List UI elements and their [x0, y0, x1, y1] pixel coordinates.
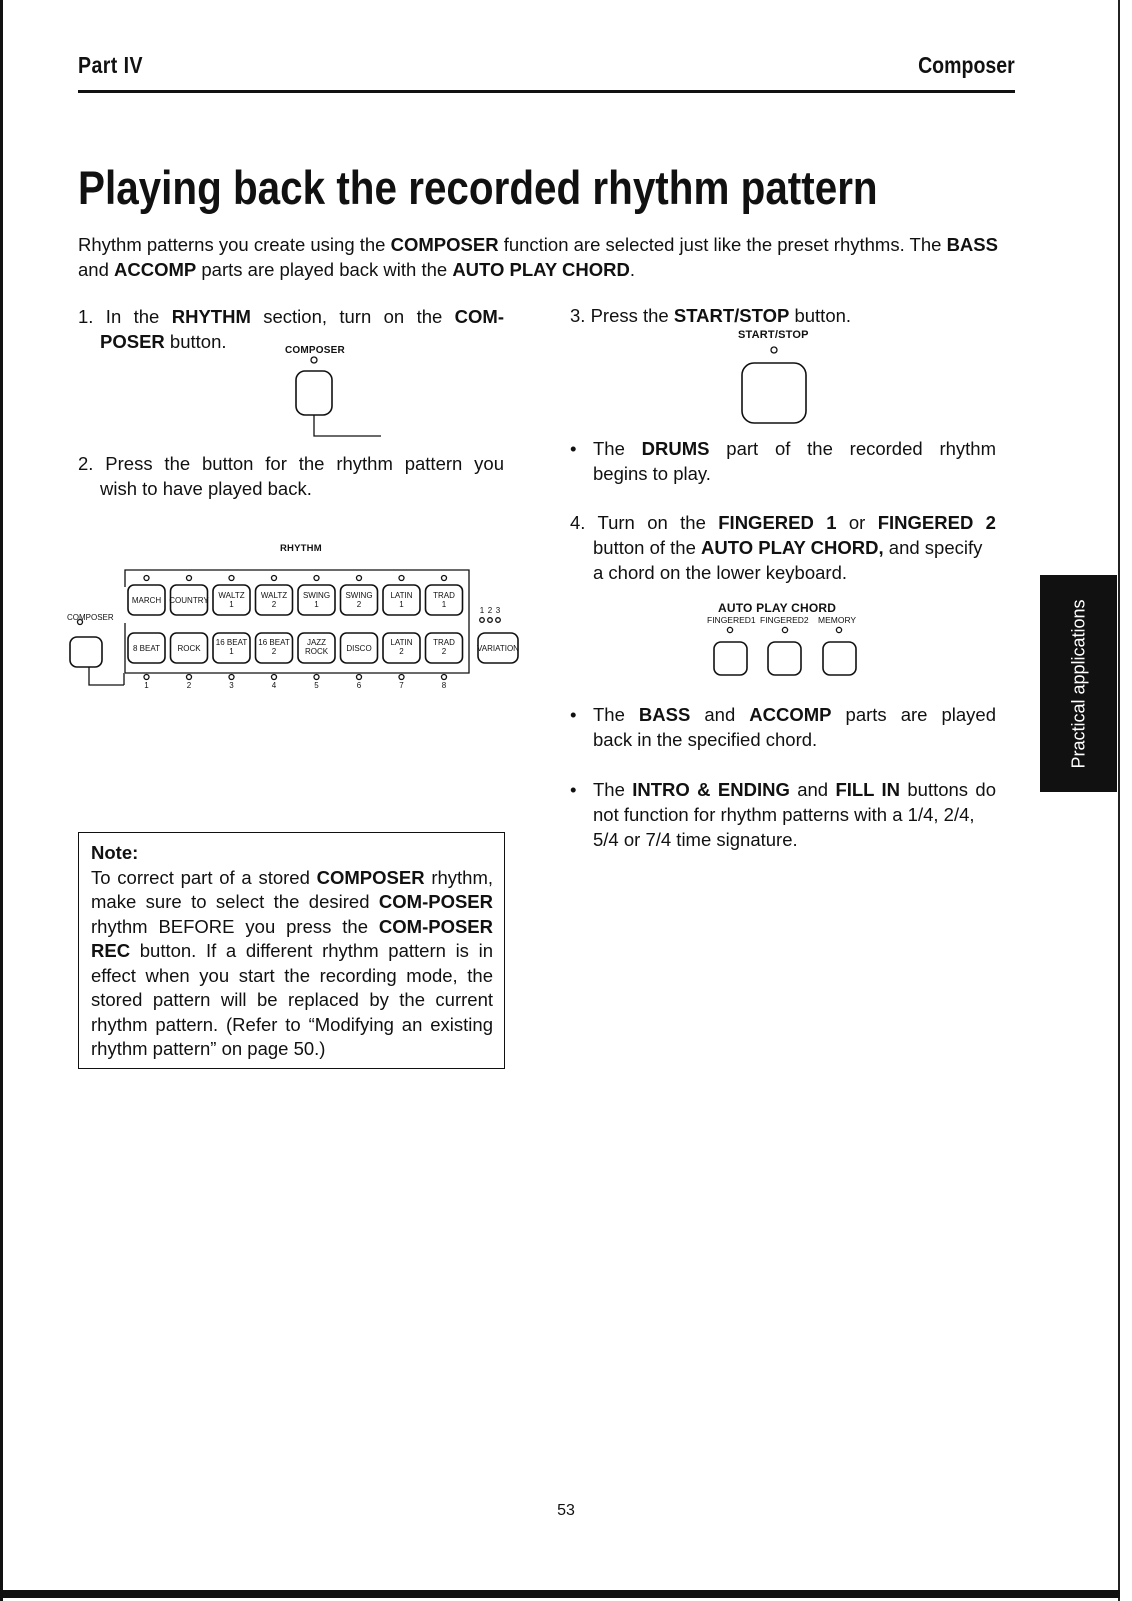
variation-number-1: 1 — [479, 606, 485, 615]
rhythm-bottom-led-4 — [272, 675, 277, 680]
rhythm-number-6: 6 — [356, 681, 362, 690]
rhythm-composer-callout — [89, 667, 124, 685]
rhythm-label-top-1: MARCH — [131, 596, 162, 605]
rhythm-top-led-5 — [314, 576, 319, 581]
auto-play-chord-diagram — [705, 622, 865, 682]
rhythm-number-2: 2 — [186, 681, 192, 690]
rhythm-top-led-8 — [442, 576, 447, 581]
rhythm-sublabel-bottom-3: 1 — [229, 647, 234, 656]
memory-label: MEMORY — [818, 615, 857, 625]
note-body: To correct part of a stored COMPOSER rhythm, make sure to select the desired COM-POSER rhythm BEFORE you press the COM-POSER REC button. If a different rhythm pattern is in effect when you start the recording mode, the stored pattern will be replaced by the current rhythm pattern. (Refer to “Modifying an existing rhythm pattern” on page 50.) — [91, 866, 493, 1059]
side-tab-label: Practical applications — [1068, 598, 1088, 769]
rhythm-panel-diagram — [60, 565, 530, 705]
rhythm-top-led-2 — [187, 576, 192, 581]
rhythm-label-bottom-1: 8 BEAT — [133, 644, 160, 653]
rhythm-label-bottom-5: JAZZ — [306, 638, 327, 647]
rhythm-top-led-6 — [357, 576, 362, 581]
header-part: Part IV — [78, 52, 143, 78]
bullet1-line2: begins to play. — [593, 463, 711, 484]
rhythm-number-7: 7 — [399, 681, 404, 690]
rhythm-label-top-5: SWING — [302, 591, 331, 600]
rhythm-label-bottom-4: 16 BEAT — [258, 638, 290, 647]
composer-button-label: COMPOSER — [285, 345, 345, 356]
fingered1-label: FINGERED1 — [707, 615, 756, 625]
bullet3-line3: 5/4 or 7/4 time signature. — [593, 829, 798, 850]
start-stop-diagram — [730, 343, 820, 433]
rhythm-bottom-led-5 — [314, 675, 319, 680]
rhythm-label-bottom-8: TRAD — [433, 638, 455, 647]
composer-callout-line — [314, 415, 381, 436]
note-box — [78, 832, 505, 1069]
rhythm-bottom-led-2 — [187, 675, 192, 680]
rhythm-number-3: 3 — [229, 681, 234, 690]
auto-play-chord-title: AUTO PLAY CHORD — [718, 601, 837, 615]
fingered2-led — [782, 627, 787, 632]
rhythm-panel-title: RHYTHM — [280, 543, 322, 554]
header-section: Composer — [918, 52, 1015, 78]
rhythm-sublabel-top-4: 2 — [271, 600, 277, 609]
bullet1-line1: The DRUMS part of the recorded rhythm — [593, 438, 996, 459]
page-frame-bottom — [0, 1590, 1120, 1598]
rhythm-top-led-3 — [229, 576, 234, 581]
start-stop-label: START/STOP — [738, 329, 809, 341]
memory-button[interactable] — [823, 642, 856, 675]
composer-indicator-led — [311, 357, 317, 363]
page-title: Playing back the recorded rhythm pattern — [78, 161, 878, 214]
step3-line: 3. Press the START/STOP button. — [570, 305, 852, 326]
rhythm-label-top-3: WALTZ — [218, 591, 245, 600]
rhythm-number-8: 8 — [441, 681, 447, 690]
composer-button-diagram — [280, 355, 390, 445]
rhythm-number-4: 4 — [271, 681, 277, 690]
fingered1-button[interactable] — [714, 642, 747, 675]
rhythm-top-led-7 — [399, 576, 404, 581]
note-heading: Note: — [91, 842, 139, 863]
rhythm-label-top-2: COUNTRY — [169, 596, 209, 605]
variation-led-2 — [488, 618, 493, 623]
bullet2-dot: • — [570, 704, 577, 725]
fingered2-label: FINGERED2 — [760, 615, 809, 625]
rhythm-sublabel-top-7: 1 — [399, 600, 404, 609]
rhythm-bottom-led-1 — [144, 675, 149, 680]
rhythm-bottom-led-8 — [442, 675, 447, 680]
rhythm-sublabel-top-5: 1 — [314, 600, 319, 609]
bullet3-line1: The INTRO & ENDING and FILL IN buttons do — [593, 779, 996, 800]
rhythm-label-top-8: TRAD — [433, 591, 455, 600]
step4-line3: a chord on the lower keyboard. — [593, 562, 848, 583]
rhythm-label-top-6: SWING — [345, 591, 373, 600]
rhythm-sublabel-bottom-4: 2 — [271, 647, 277, 656]
header-rule — [78, 90, 1015, 93]
variation-led-3 — [496, 618, 501, 623]
variation-number-3: 3 — [495, 606, 501, 615]
bullet3-dot: • — [570, 779, 577, 800]
rhythm-sublabel-top-8: 1 — [441, 600, 447, 609]
rhythm-composer-led — [78, 620, 83, 625]
start-stop-button[interactable] — [742, 363, 806, 423]
fingered1-led — [727, 627, 732, 632]
rhythm-sublabel-bottom-7: 2 — [399, 647, 404, 656]
step1-line2: POSER button. — [100, 331, 227, 352]
rhythm-label-top-4: WALTZ — [260, 591, 288, 600]
rhythm-label-bottom-6: DISCO — [346, 644, 372, 653]
fingered2-button[interactable] — [768, 642, 801, 675]
page-frame-left — [0, 0, 3, 1601]
rhythm-sublabel-top-3: 1 — [229, 600, 234, 609]
step4-line1: 4. Turn on the FINGERED 1 or FINGERED 2 — [570, 512, 996, 533]
rhythm-label-top-7: LATIN — [390, 591, 413, 600]
bullet3-line2: not function for rhythm patterns with a 1/4, 2/4, — [593, 804, 975, 825]
section-side-tab — [1040, 575, 1117, 792]
rhythm-bottom-led-7 — [399, 675, 404, 680]
start-stop-indicator-led — [771, 347, 777, 353]
rhythm-number-1: 1 — [144, 681, 149, 690]
bullet2-line1: The BASS and ACCOMP parts are played — [593, 704, 996, 725]
intro-paragraph: Rhythm patterns you create using the COMPOSER function are selected just like the preset rhythms. The BASS and ACCOMP parts are played back with the AUTO PLAY CHORD. — [78, 234, 998, 280]
page-number: 53 — [557, 1502, 575, 1519]
rhythm-number-5: 5 — [314, 681, 319, 690]
rhythm-sublabel-top-6: 2 — [356, 600, 362, 609]
rhythm-bottom-led-3 — [229, 675, 234, 680]
rhythm-composer-button[interactable] — [70, 637, 102, 667]
bullet1-dot: • — [570, 438, 577, 459]
step1-line1: 1. In the RHYTHM section, turn on the COM- — [78, 306, 504, 327]
variation-number-2: 2 — [487, 606, 493, 615]
rhythm-label-bottom-7: LATIN — [390, 638, 413, 647]
variation-led-1 — [480, 618, 485, 623]
rhythm-sublabel-bottom-5: ROCK — [304, 647, 329, 656]
rhythm-top-led-1 — [144, 576, 149, 581]
rhythm-composer-label: COMPOSER — [67, 613, 114, 622]
bullet2-line2: back in the specified chord. — [593, 729, 818, 750]
step2-line2: wish to have played back. — [100, 478, 312, 499]
step2-line1: 2. Press the button for the rhythm pattern you — [78, 453, 504, 474]
rhythm-sublabel-bottom-8: 2 — [441, 647, 447, 656]
composer-button[interactable] — [296, 371, 332, 415]
page-frame-right — [1118, 0, 1120, 1601]
rhythm-label-bottom-3: 16 BEAT — [215, 638, 248, 647]
variation-label: VARIATION — [477, 644, 519, 653]
rhythm-label-bottom-2: ROCK — [177, 644, 201, 653]
rhythm-top-led-4 — [272, 576, 277, 581]
memory-led — [836, 627, 841, 632]
rhythm-bottom-led-6 — [357, 675, 362, 680]
step4-line2: button of the AUTO PLAY CHORD, and specify — [593, 537, 983, 558]
